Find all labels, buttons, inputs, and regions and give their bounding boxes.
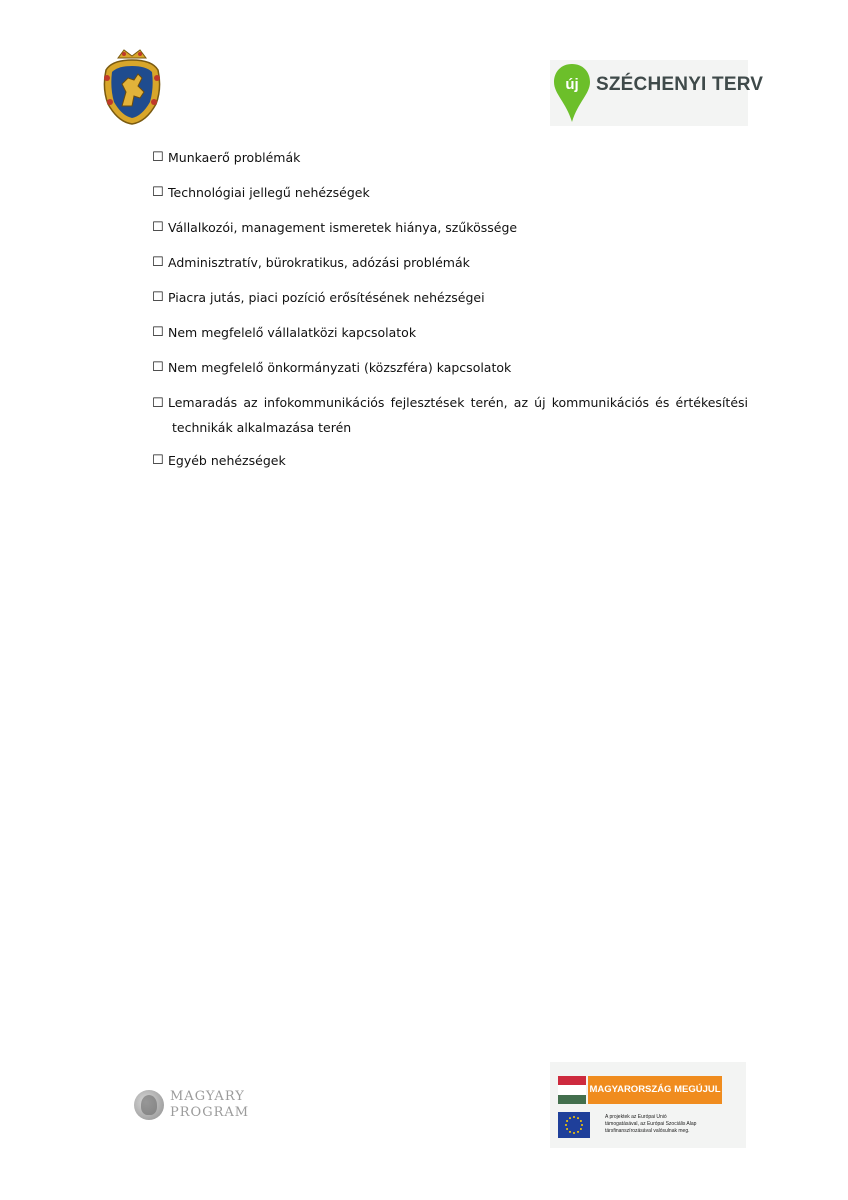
eu-text-line: társfinanszírozásával valósulnak meg. (605, 1128, 690, 1134)
eu-funding-text (605, 1114, 740, 1135)
checklist-item-label: Munkaerő problémák (168, 150, 301, 165)
magyarorszag-megujul-banner: MAGYARORSZÁG MEGÚJUL (588, 1076, 722, 1104)
checkbox[interactable]: ☐ (152, 453, 164, 468)
eu-star-icon (580, 1120, 582, 1122)
checklist-item (152, 150, 300, 165)
checkbox[interactable]: ☐ (152, 396, 164, 411)
eu-star-icon (566, 1120, 568, 1122)
magyary-program-logo (134, 1088, 264, 1124)
checkbox[interactable]: ☐ (152, 185, 164, 200)
eu-flag-icon (558, 1112, 590, 1138)
checkbox[interactable]: ☐ (152, 290, 164, 305)
eu-star-icon (577, 1117, 579, 1119)
checklist-item (152, 453, 286, 468)
checklist-item (152, 395, 748, 435)
coat-of-arms-logo (100, 48, 164, 126)
eu-star-icon (565, 1124, 567, 1126)
checklist-item-label: Nem megfelelő önkormányzati (közszféra) kapcsolatok (168, 360, 512, 375)
szechenyi-name: SZÉCHENYI TERV (596, 74, 764, 95)
eu-star-icon (573, 1116, 575, 1118)
portrait-medal-icon (134, 1090, 164, 1120)
checklist-item-label: Egyéb nehézségek (168, 453, 286, 468)
checkbox[interactable]: ☐ (152, 220, 164, 235)
checklist-item-label: Nem megfelelő vállalatközi kapcsolatok (168, 325, 417, 340)
checkbox[interactable]: ☐ (152, 255, 164, 270)
eu-star-icon (569, 1131, 571, 1133)
eu-text-line: támogatásával, az Európai Szociális Alap (605, 1121, 697, 1127)
checklist-item (152, 325, 416, 340)
checkbox[interactable]: ☐ (152, 360, 164, 375)
eu-star-icon (566, 1128, 568, 1130)
eu-star-icon (573, 1132, 575, 1134)
magyary-line1: MAGYARY (170, 1089, 245, 1104)
checklist-item-label: Piacra jutás, piaci pozíció erősítésének nehézségei (168, 290, 485, 305)
hungarian-flag-icon (558, 1076, 586, 1104)
magyary-line2: PROGRAM (170, 1105, 250, 1120)
checklist-item-label: Lemaradás az infokommunikációs fejlesztések terén, az új kommunikációs és értékesítési (168, 395, 748, 410)
checklist-item (152, 360, 511, 375)
checkbox[interactable]: ☐ (152, 150, 164, 165)
szechenyi-terv-logo (550, 60, 764, 126)
eu-funding-logo (550, 1062, 746, 1148)
checklist-item-label: Vállalkozói, management ismeretek hiánya, szűkössége (168, 220, 518, 235)
eu-star-icon (577, 1131, 579, 1133)
checklist-item-label: Adminisztratív, bürokratikus, adózási problémák (168, 255, 470, 270)
checklist-item (152, 255, 470, 270)
eu-star-icon (581, 1124, 583, 1126)
checklist-item (152, 185, 370, 200)
eu-text-line: A projektek az Európai Unió (605, 1114, 667, 1120)
checklist-item (152, 220, 517, 235)
checkbox[interactable]: ☐ (152, 325, 164, 340)
checklist-item-label: Technológiai jellegű nehézségek (168, 185, 370, 200)
location-pin-icon (552, 62, 592, 124)
eu-star-icon (580, 1128, 582, 1130)
checklist-item (152, 290, 485, 305)
eu-star-icon (569, 1117, 571, 1119)
checklist-item-label-continued: technikák alkalmazása terén (172, 420, 352, 435)
szechenyi-pin-text: új (565, 76, 579, 93)
